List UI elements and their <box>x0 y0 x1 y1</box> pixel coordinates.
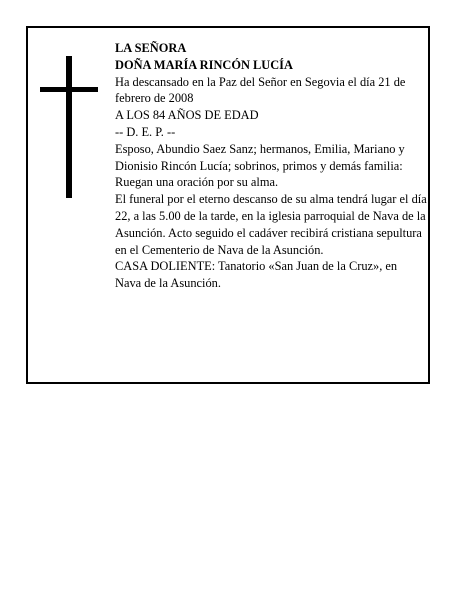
title-line-1: LA SEÑORA <box>115 41 187 55</box>
obituary-text <box>115 40 430 292</box>
rip-line: -- D. E. P. -- <box>115 124 176 139</box>
deceased-name: DOÑA MARÍA RINCÓN LUCÍA <box>115 57 293 72</box>
cross-horizontal-bar <box>40 87 98 92</box>
funeral-paragraph: El funeral por el eterno descanso de su alma tendrá lugar el día 22, a las 5.00 de la tarde, en la iglesia parroquial de Nava de la Asunción. Acto seguido el cadáver recibirá cristiana sepultura en el Cementerio de Nava de la Asunción. <box>115 192 427 257</box>
death-notice: Ha descansado en la Paz del Señor en Segovia el día 21 de febrero de 2008 <box>115 74 406 106</box>
house-line-2: Nava de la Asunción. <box>115 276 221 291</box>
obituary-notice <box>26 26 430 384</box>
cross-vertical-bar <box>66 56 72 198</box>
age-line: A LOS 84 AÑOS DE EDAD <box>115 108 259 123</box>
house-line-1: CASA DOLIENTE: Tanatorio «San Juan de la Cruz», en <box>115 259 398 274</box>
cross-icon <box>40 56 100 198</box>
prayer-line: Ruegan una oración por su alma. <box>115 175 279 190</box>
family-line: Esposo, Abundio Saez Sanz; hermanos, Emilia, Mariano y Dionisio Rincón Lucía; sobrinos, primos y demás familia: <box>115 141 405 173</box>
